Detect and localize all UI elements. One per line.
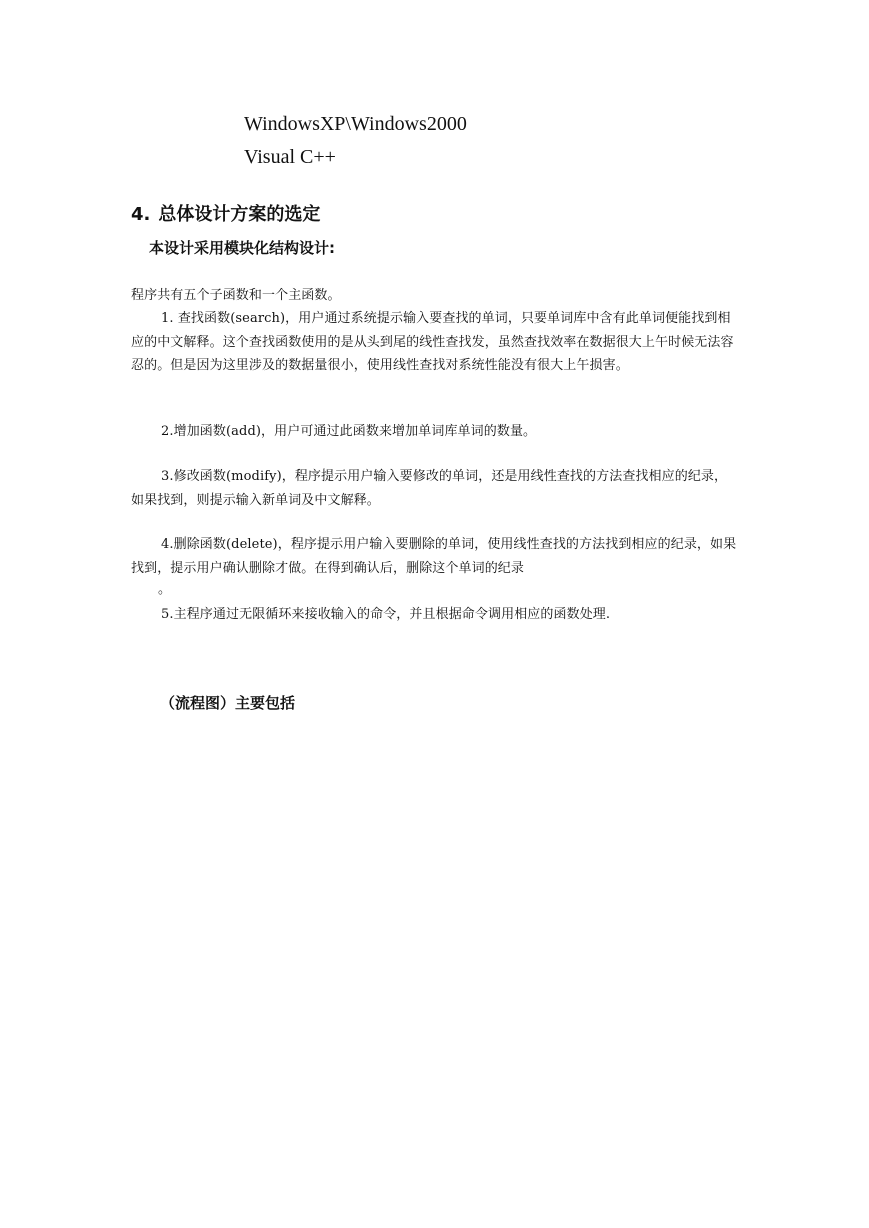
section-number: 4. <box>131 204 151 225</box>
item-add-paragraph: 2.增加函数(add)，用户可通过此函数来增加单词库单词的数量。 <box>161 424 537 439</box>
item-main-paragraph: 5.主程序通过无限循环来接收输入的命令，并且根据命令调用相应的函数处理. <box>161 607 611 622</box>
section-heading <box>131 203 320 227</box>
item-search-paragraph: 1. 查找函数(search)，用户通过系统提示输入要查找的单词，只要单词库中含有此单词便能找到相应的中文解释。这个查找函数使用的是从头到尾的线性查找发，虽然查找效率在数据很大上午时候无法容忍的。但是因为这里涉及的数据量很小，使用线性查找对系统性能没有很大上午损害。 <box>131 311 734 373</box>
item-delete-paragraph: 4.删除函数(delete)，程序提示用户输入要删除的单词，使用线性查找的方法找到相应的纪录，如果找到，提示用户确认删除才做。在得到确认后，删除这个单词的纪录 <box>131 537 737 576</box>
item-modify-paragraph: 3.修改函数(modify)，程序提示用户输入要修改的单词，还是用线性查找的方法查找相应的纪录，如果找到，则提示输入新单词及中文解释。 <box>131 469 728 508</box>
intro-paragraph: 程序共有五个子函数和一个主函数。 <box>131 288 341 303</box>
flowchart-heading: （流程图）主要包括 <box>160 694 296 712</box>
environment-os: WindowsXP\Windows2000 <box>244 113 467 135</box>
stray-punctuation: 。 <box>158 582 172 597</box>
environment-tool: Visual C++ <box>244 146 336 168</box>
section-subtitle: 本设计采用模块化结构设计: <box>149 239 335 257</box>
section-title: 总体设计方案的选定 <box>158 204 321 225</box>
